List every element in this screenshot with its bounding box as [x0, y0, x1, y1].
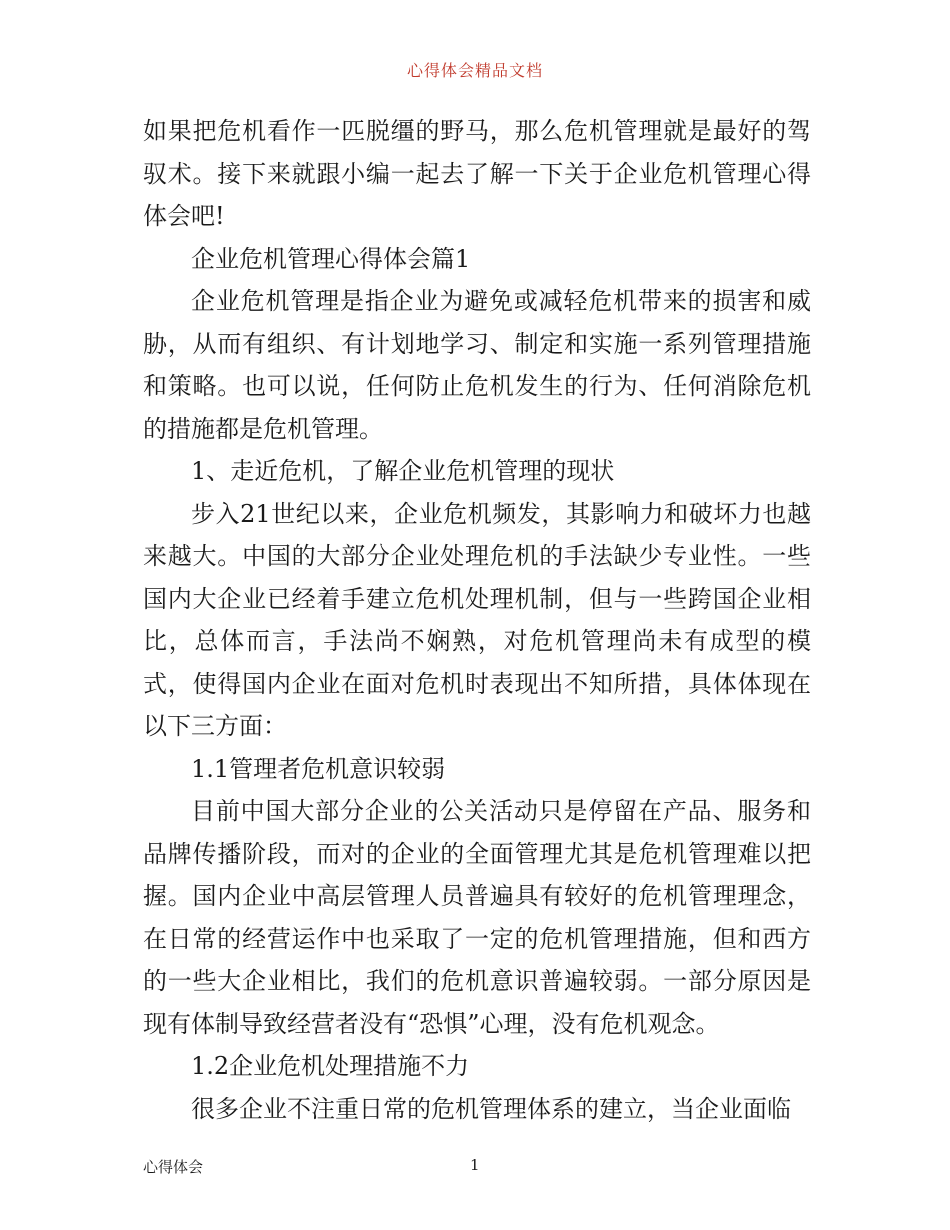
paragraph: 很多企业不注重日常的危机管理体系的建立，当企业面临	[191, 1094, 791, 1123]
subsection-heading: 1、走近危机，了解企业危机管理的现状	[191, 457, 615, 485]
paragraph-intro: 如果把危机看作一匹脱缰的野马，那么危机管理就是最好的驾驭术。接下来就跟小编一起去了解一下关于企业危机管理心得体会吧!	[143, 117, 811, 230]
subsection-heading: 1.2企业危机处理措施不力	[191, 1052, 470, 1080]
subsection-heading: 1.1管理者危机意识较弱	[191, 754, 446, 783]
paragraph: 企业危机管理是指企业为避免或减轻危机带来的损害和威胁，从而有组织、有计划地学习、制定和实施一系列管理措施和策略。也可以说，任何防止危机发生的行为、任何消除危机的措施都是危机管理。	[143, 287, 811, 443]
paragraph: 目前中国大部分企业的公关活动只是停留在产品、服务和品牌传播阶段，而对的企业的全面管理尤其是危机管理难以把握。国内企业中高层管理人员普遍具有较好的危机管理理念，在日常的经营运作中也采取了一定的危机管理措施，但和西方的一些大企业相比，我们的危机意识普遍较弱。一部分原因是现有体制导致经营者没有“恐惧”心理，没有危机观念。	[143, 797, 811, 1038]
section-heading: 企业危机管理心得体会篇1	[191, 244, 471, 273]
footer-label: 心得体会	[143, 1158, 204, 1176]
document-body	[143, 110, 811, 1130]
page-number: 1	[470, 1156, 480, 1174]
paragraph: 步入21世纪以来，企业危机频发，其影响力和破坏力也越来越大。中国的大部分企业处理危机的手法缺少专业性。一些国内大企业已经着手建立危机处理机制，但与一些跨国企业相比，总体而言，手法尚不娴熟，对危机管理尚未有成型的模式，使得国内企业在面对危机时表现出不知所措，具体体现在以下三方面：	[143, 499, 811, 740]
page-header-title: 心得体会精品文档	[406, 61, 543, 80]
